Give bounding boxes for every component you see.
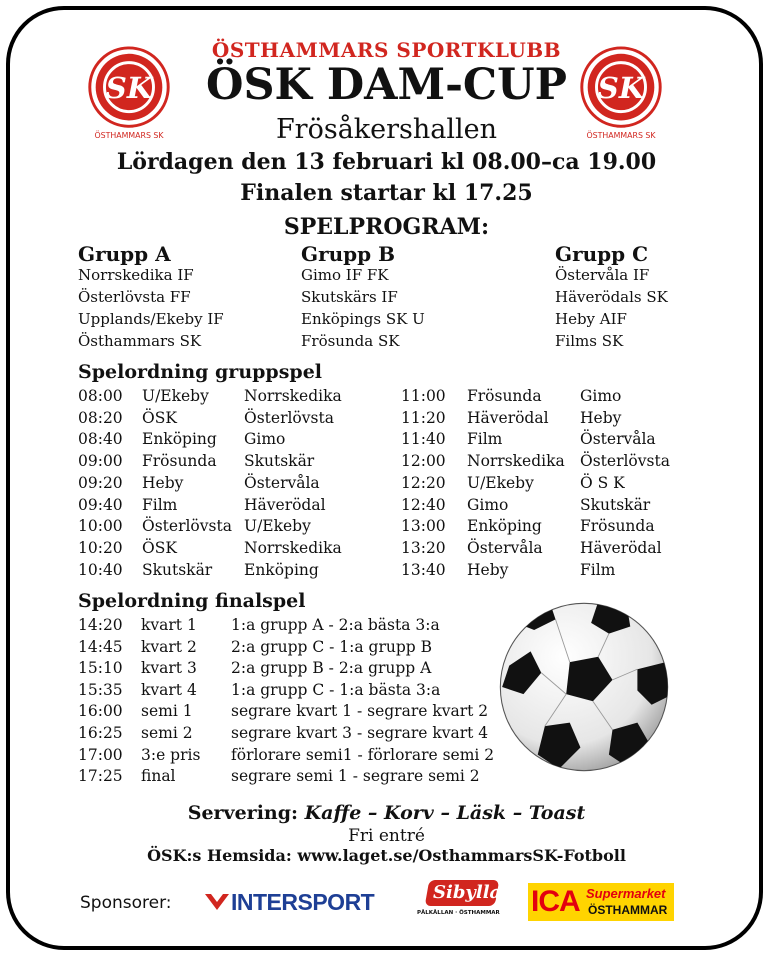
match-away: Österlövsta	[244, 408, 334, 427]
website: ÖSK:s Hemsida: www.laget.se/OsthammarsSK-Fotboll	[147, 846, 626, 865]
match-time: 13:00	[401, 517, 446, 536]
group-team: Films SK	[555, 332, 624, 350]
final-time: 17:00	[78, 745, 123, 764]
final-play-title: Spelordning finalspel	[78, 590, 306, 612]
match-home: ÖSK	[142, 538, 177, 557]
free-entry: Fri entré	[348, 826, 425, 846]
match-away: Norrskedika	[244, 538, 342, 557]
match-away: Österlövsta	[580, 452, 670, 471]
match-time: 11:00	[401, 387, 446, 405]
group-team: Gimo IF FK	[301, 266, 389, 284]
final-round: semi 2	[141, 724, 193, 742]
final-match: 1:a grupp C - 1:a bästa 3:a	[231, 680, 441, 699]
final-round: semi 1	[141, 702, 193, 721]
final-match: 1:a grupp A - 2:a bästa 3:a	[231, 616, 440, 634]
match-time: 10:40	[78, 560, 123, 579]
group-title: Grupp B	[301, 242, 395, 266]
match-time: 08:20	[78, 408, 123, 427]
match-away: Ö S K	[580, 473, 625, 492]
final-time: 17:25	[78, 767, 123, 786]
group-team: Upplands/Ekeby IF	[78, 310, 224, 328]
match-time: 10:00	[78, 517, 123, 536]
match-time: 13:40	[401, 560, 446, 579]
group-title: Grupp A	[78, 242, 171, 266]
final-round: kvart 1	[141, 616, 197, 634]
group-title: Grupp C	[555, 242, 649, 266]
match-time: 08:40	[78, 430, 123, 449]
match-away: Östervåla	[580, 430, 656, 449]
final-round: final	[141, 767, 176, 786]
match-time: 12:40	[401, 495, 446, 514]
match-away: Norrskedika	[244, 387, 342, 405]
final-match: 2:a grupp B - 2:a grupp A	[231, 659, 432, 678]
sponsors-label: Sponsorer:	[80, 893, 172, 913]
intersport-logo	[203, 887, 374, 917]
match-home: Enköping	[467, 517, 542, 536]
final-start: Finalen startar kl 17.25	[240, 180, 533, 206]
match-time: 09:00	[78, 452, 123, 471]
intersport-text: INTERSPORT	[231, 888, 375, 915]
logo-caption: ÖSTHAMMARS SK	[94, 131, 164, 141]
sibylla-sub: PÅLKÅLLAN · ÖSTHAMMAR	[417, 910, 500, 916]
match-away: Enköping	[244, 560, 319, 579]
group-team: Häverödals SK	[555, 288, 668, 306]
final-time: 14:20	[78, 616, 123, 634]
football-image	[495, 598, 673, 776]
match-home: Heby	[467, 560, 509, 579]
match-away: Häverödal	[244, 495, 326, 514]
ica-text: ICA	[531, 885, 580, 918]
group-team: Heby AIF	[555, 310, 627, 328]
serving-label: Servering:	[187, 802, 299, 824]
match-time: 13:20	[401, 538, 446, 557]
final-round: kvart 2	[141, 637, 197, 656]
group-team: Norrskedika IF	[78, 266, 194, 284]
final-time: 16:25	[78, 724, 123, 742]
final-match: förlorare semi1 - förlorare semi 2	[231, 745, 495, 764]
match-away: U/Ekeby	[244, 517, 311, 536]
match-away: Östervåla	[244, 473, 320, 492]
match-home: Norrskedika	[467, 452, 565, 471]
final-round: 3:e pris	[141, 745, 201, 764]
match-away: Frösunda	[580, 517, 655, 536]
match-home: Österlövsta	[142, 517, 232, 536]
match-home: U/Ekeby	[142, 387, 209, 405]
group-team: Östhammars SK	[78, 332, 202, 350]
sibylla-logo	[415, 880, 511, 922]
match-away: Heby	[580, 408, 622, 427]
final-match: 2:a grupp C - 1:a grupp B	[231, 637, 433, 656]
serving-line	[0, 802, 773, 824]
final-round: kvart 3	[141, 659, 197, 678]
match-away: Häverödal	[580, 538, 662, 557]
match-home: Östervåla	[467, 538, 543, 557]
group-team: Frösunda SK	[301, 332, 400, 350]
match-time: 10:20	[78, 538, 123, 557]
match-away: Skutskär	[580, 495, 651, 514]
logo-letters: SK	[597, 69, 645, 105]
final-match: segrare semi 1 - segrare semi 2	[231, 767, 480, 786]
group-team: Östervåla IF	[555, 266, 650, 284]
venue: Frösåkershallen	[275, 114, 498, 145]
event-date: Lördagen den 13 februari kl 08.00–ca 19.00	[116, 149, 657, 175]
sibylla-text: Sibylla	[433, 882, 502, 903]
final-match: segrare kvart 3 - segrare kvart 4	[231, 724, 489, 742]
match-away: Film	[580, 560, 616, 579]
group-play-title: Spelordning gruppspel	[78, 361, 322, 383]
match-home: Heby	[142, 473, 184, 492]
final-time: 16:00	[78, 702, 123, 721]
match-time: 11:20	[401, 408, 446, 427]
ica-logo	[528, 883, 674, 921]
match-time: 12:20	[401, 473, 446, 492]
ica-town: ÖSTHAMMAR	[588, 903, 668, 917]
match-away: Gimo	[244, 430, 286, 449]
match-away: Gimo	[580, 387, 622, 405]
match-home: Skutskär	[142, 560, 213, 579]
match-away: Skutskär	[244, 452, 315, 471]
final-time: 14:45	[78, 637, 123, 656]
match-home: ÖSK	[142, 408, 177, 427]
match-home: Häverödal	[467, 408, 549, 427]
program-title: SPELPROGRAM:	[283, 214, 490, 240]
match-time: 11:40	[401, 430, 446, 449]
match-home: Enköping	[142, 430, 217, 449]
match-home: Gimo	[467, 495, 509, 514]
group-team: Enköpings SK U	[301, 310, 425, 328]
match-time: 09:40	[78, 495, 123, 514]
match-time: 12:00	[401, 452, 446, 471]
group-team: Österlövsta FF	[78, 288, 191, 306]
logo-letters: SK	[105, 69, 153, 105]
club-name: ÖSTHAMMARS SPORTKLUBB	[211, 38, 562, 62]
final-match: segrare kvart 1 - segrare kvart 2	[231, 702, 489, 721]
intersport-mark-icon	[203, 890, 231, 914]
final-round: kvart 4	[141, 680, 197, 699]
match-home: Film	[467, 430, 503, 449]
match-time: 08:00	[78, 387, 123, 405]
match-home: U/Ekeby	[467, 473, 534, 492]
serving-items: Kaffe – Korv – Läsk – Toast	[304, 802, 586, 824]
match-home: Film	[142, 495, 178, 514]
match-time: 09:20	[78, 473, 123, 492]
cup-title: ÖSK DAM-CUP	[205, 60, 567, 110]
match-home: Frösunda	[142, 452, 217, 471]
ica-super: Supermarket	[586, 886, 666, 901]
logo-caption: ÖSTHAMMARS SK	[586, 131, 656, 141]
group-team: Skutskärs IF	[301, 288, 398, 306]
final-time: 15:35	[78, 680, 123, 699]
final-time: 15:10	[78, 659, 123, 678]
match-home: Frösunda	[467, 387, 542, 405]
